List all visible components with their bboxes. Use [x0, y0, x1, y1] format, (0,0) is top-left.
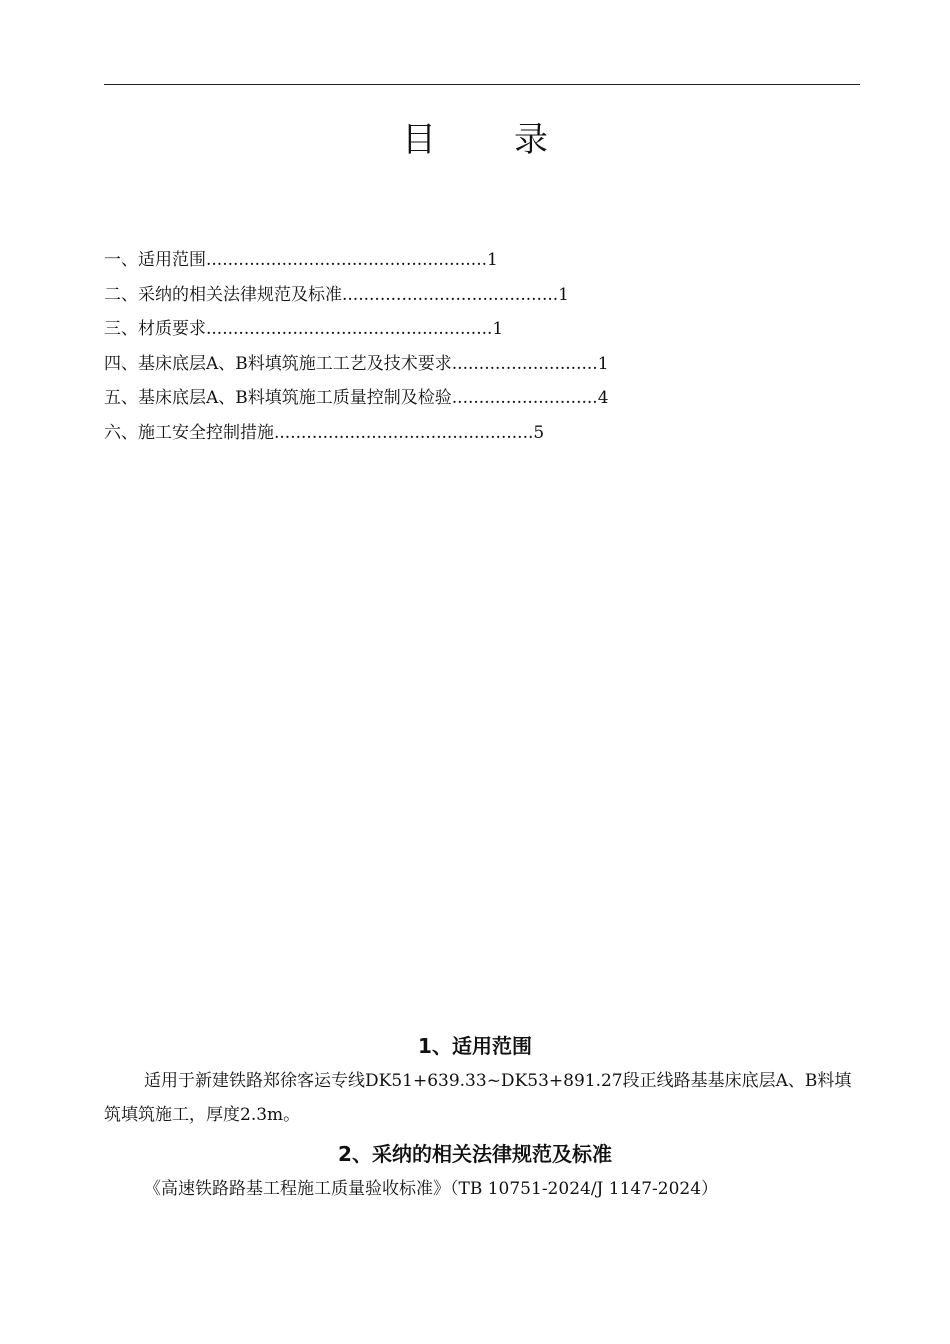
- section-body-scope: 适用于新建铁路郑徐客运专线DK51+639.33~DK53+891.27段正线路基基床底层A、B料填筑填筑施工，厚度2.3m。: [104, 1071, 852, 1125]
- toc-entry-6[interactable]: [104, 421, 784, 456]
- toc-title: 目录: [402, 120, 626, 160]
- toc-entry-4[interactable]: [104, 352, 784, 387]
- toc-entry-label: 六、施工安全控制措施: [104, 422, 274, 443]
- toc-leader-dots: ...........................: [451, 353, 598, 374]
- toc-entry-label: 二、采纳的相关法律规范及标准: [104, 284, 342, 305]
- toc-leader-dots: .....................................................: [206, 319, 493, 339]
- toc-page-number: 4: [597, 388, 609, 408]
- toc-leader-dots: ...........................: [451, 388, 598, 408]
- toc-page-number: 1: [492, 319, 504, 339]
- toc-entry-5[interactable]: [104, 386, 784, 421]
- toc-entry-label: 一、适用范围: [104, 250, 206, 270]
- section-body-standards: 《高速铁路路基工程施工质量验收标准》（TB 10751-2024/J 1147-2024）: [144, 1179, 719, 1199]
- section-heading-scope: 1、适用范围: [418, 1034, 532, 1058]
- toc-leader-dots: ....................................................: [206, 250, 487, 270]
- toc-entry-label: 五、基床底层A、B料填筑施工质量控制及检验: [104, 388, 452, 408]
- toc-page-number: 1: [558, 284, 569, 305]
- toc-entry-2[interactable]: [104, 283, 784, 318]
- toc-entry-1[interactable]: [104, 248, 784, 283]
- table-of-contents: [104, 248, 784, 455]
- section-heading-standards: 2、采纳的相关法律规范及标准: [338, 1142, 612, 1166]
- toc-entry-3[interactable]: [104, 317, 784, 352]
- toc-page-number: 5: [533, 422, 545, 443]
- toc-leader-dots: ................................................: [274, 422, 534, 443]
- header-rule: [104, 84, 860, 85]
- toc-leader-dots: ........................................: [342, 284, 559, 305]
- toc-page-number: 1: [487, 250, 498, 270]
- toc-entry-label: 三、材质要求: [104, 319, 206, 339]
- toc-entry-label: 四、基床底层A、B料填筑施工工艺及技术要求: [104, 353, 452, 374]
- toc-page-number: 1: [597, 353, 609, 374]
